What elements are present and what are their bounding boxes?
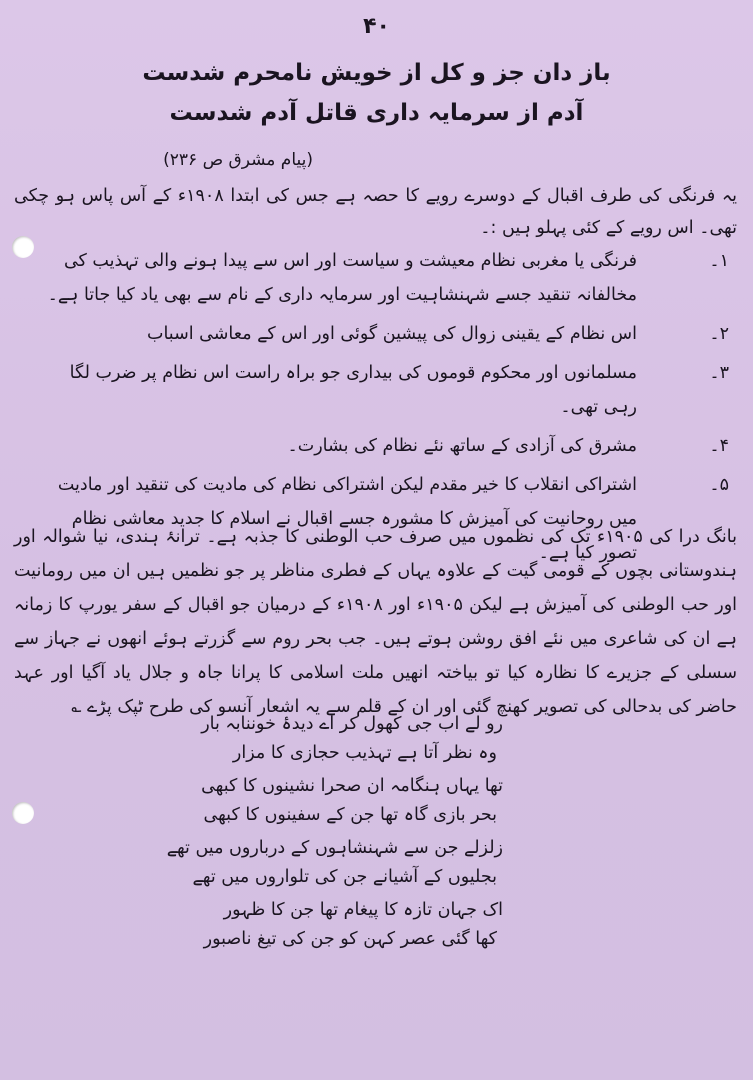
list-item-text: مسلمانوں اور محکوم قوموں کی بیداری جو براہ راست اس نظام پر ضرب لگا رہی تھی۔ [69,363,637,417]
list-item [40,356,729,424]
list-item-number: ۱۔ [709,251,729,271]
list-item-number: ۲۔ [709,324,729,344]
list-item [40,317,729,351]
list-item [40,244,729,312]
verse-line: بجلیوں کے آشیانے جن کی تلواروں میں تھے [192,867,497,887]
verse-line: رو لے اب جی کھول کر اے دیدۂ خوننابہ بار [201,714,503,734]
couplet [201,772,503,830]
verse-line: زلزلے جن سے شہنشاہوں کے درباروں میں تھے [166,838,503,858]
list-item-text: مشرق کی آزادی کے ساتھ نئے نظام کی بشارت۔ [287,436,637,456]
couplet [166,834,503,892]
verse-line: کھا گئی عصر کہن کو جن کی تیغ ناصبور [203,929,497,949]
body-paragraph: بانگ درا کی ۱۹۰۵ء تک کی نظموں میں صرف حب الوطنی کا جذبہ ہے۔ ترانۂ ہندی، نیا شوالہ اور ہندوستانی بچوں کے قومی گیت کے علاوہ یہاں کے فطری مناظر پر جو نظمیں ہیں ان میں رومانیت اور حب الوطنی کی آمیزش ہے لیکن ۱۹۰۵ء اور ۱۹۰۸ء کے درمیان جو اقبال کے سفر یورپ کا زمانہ ہے ان کی شاعری میں نئے افق روشن ہوتے ہیں۔ جب بحر روم سے گزرتے ہوئے انھوں نے جہاز سے سسلی کے جزیرے کا نظارہ کیا تو بیاختہ انھیں ملت اسلامی کا پرانا جاہ و جلال یاد آگیا اور عہد حاضر کی بدحالی کی تصویر کھنچ گئی اور ان کے قلم سے یہ اشعار آنسو کی طرح ٹپک پڑے ؎ [14,527,738,717]
list-item-number: ۴۔ [709,436,729,456]
heading-verse-line-1: باز دان جز و کل از خویش نامحرم شدست [142,60,611,86]
list-item-text: اس نظام کے یقینی زوال کی پیشین گوئی اور اس کے معاشی اسباب [147,324,637,344]
verse-line: وہ نظر آتا ہے تہذیب حجازی کا مزار [232,743,497,763]
list-item-number: ۵۔ [709,475,729,495]
page-number: ۴۰ [363,14,390,39]
couplet [201,710,503,768]
list-item [40,429,729,463]
source-reference: (پیام مشرق ص ۲۳۶) [163,150,313,170]
verse-line: اک جہان تازہ کا پیغام تھا جن کا ظہور [223,900,503,920]
verse-line: تھا یہاں ہنگامہ ان صحرا نشینوں کا کبھی [201,776,503,796]
couplet [203,896,503,954]
list-item-number: ۳۔ [709,363,729,383]
heading-verse-line-2: آدم از سرمایہ داری قاتل آدم شدست [169,100,584,126]
poem-block [166,710,503,958]
intro-paragraph: یہ فرنگی کی طرف اقبال کے دوسرے رویے کا حصہ ہے جس کی ابتدا ۱۹۰۸ء کے آس پاس ہو چکی تھی۔ اس رویے کے کئی پہلو ہیں :۔ [14,186,737,238]
punch-hole [12,802,34,824]
list-item-text: فرنگی یا مغربی نظام معیشت و سیاست اور اس سے پیدا ہونے والی تہذیب کی مخالفانہ تنقید جسے شہنشاہیت اور سرمایہ داری کے نام سے بھی یاد کیا جاتا ہے۔ [47,251,637,305]
verse-line: بحر بازی گاہ تھا جن کے سفینوں کا کبھی [203,805,497,825]
list-item-text: اشتراکی انقلاب کا خیر مقدم لیکن اشتراکی نظام کی مادیت کی تنقید اور مادیت میں روحانیت کی آمیزش کا مشورہ جسے اقبال نے اسلام کا جدید معاشی نظام تصور کیا ہے۔ [57,475,637,563]
